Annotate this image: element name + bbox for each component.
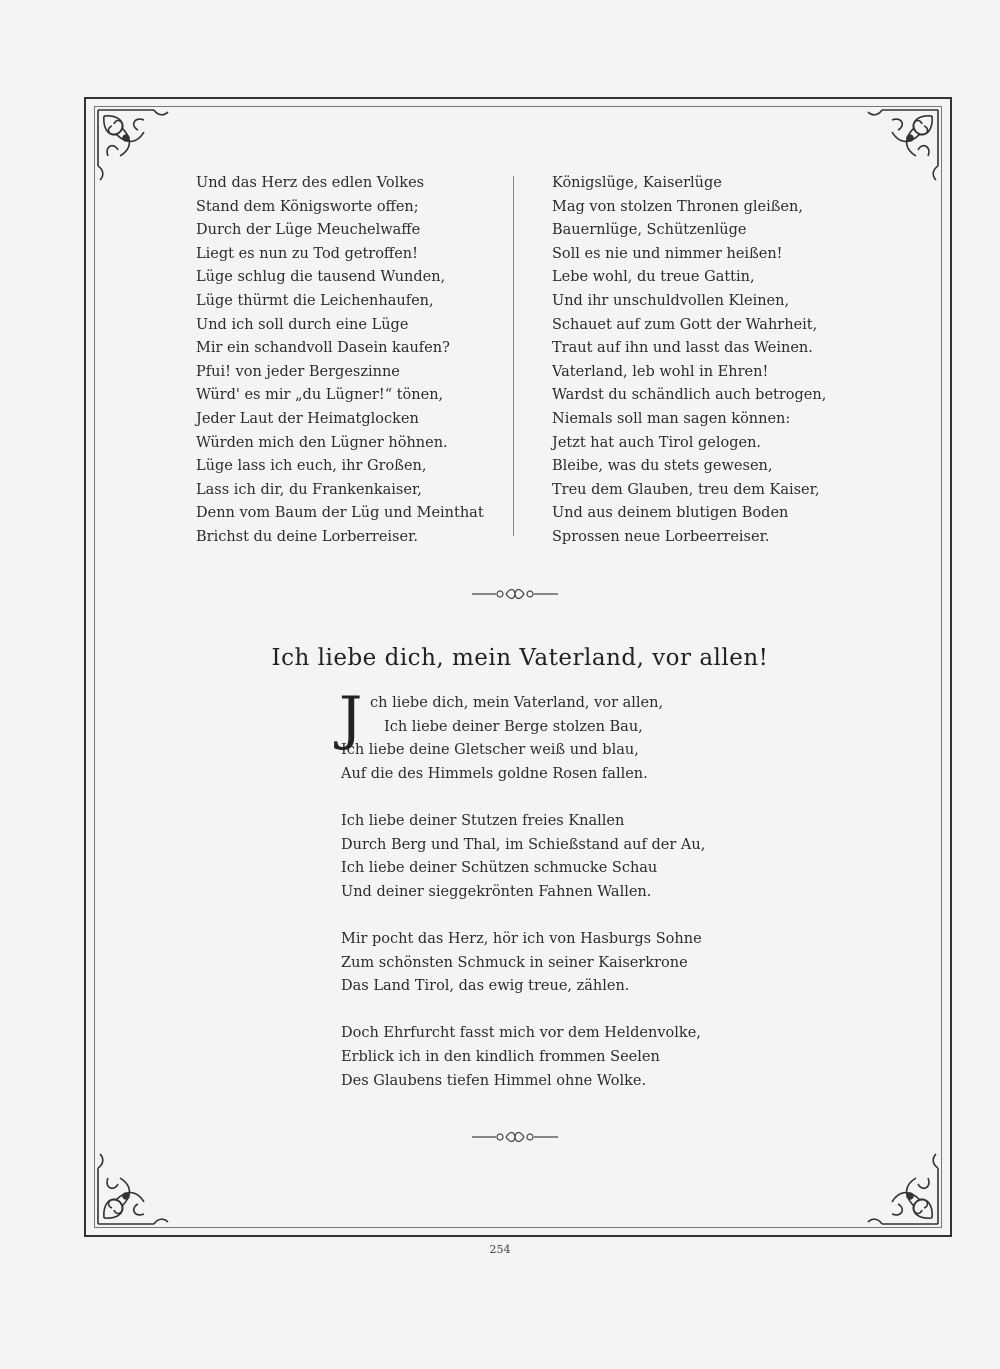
poem-title: Ich liebe dich, mein Vaterland, vor allen! <box>271 645 769 671</box>
verse-line: Mir pocht das Herz, hör ich von Hasburgs Sohne <box>341 930 702 947</box>
verse-line: Pfui! von jeder Bergeszinne <box>196 363 400 380</box>
verse-line: Mir ein schandvoll Dasein kaufen? <box>196 340 450 357</box>
verse-line: Des Glaubens tiefen Himmel ohne Wolke. <box>341 1072 647 1089</box>
verse-line: Jetzt hat auch Tirol gelogen. <box>552 434 762 451</box>
verse-line: Denn vom Baum der Lüg und Meinthat <box>196 505 484 522</box>
poem-column-right <box>552 172 852 550</box>
verse-line: Durch Berg und Thal, im Schießstand auf der Au, <box>341 836 706 853</box>
verse-line: Soll es nie und nimmer heißen! <box>552 245 783 262</box>
stanza <box>341 928 761 999</box>
stanza <box>341 1022 761 1093</box>
verse-line: Lüge thürmt die Leichenhaufen, <box>196 292 434 309</box>
verse-line: Und ich soll durch eine Lüge <box>196 316 409 333</box>
verse-line: ch liebe dich, mein Vaterland, vor allen, <box>370 695 664 711</box>
verse-line: Brichst du deine Lorberreiser. <box>196 528 419 545</box>
verse-line: Erblick ich in den kindlich frommen Seelen <box>341 1048 660 1065</box>
drop-cap: J <box>339 684 363 752</box>
verse-line: Und das Herz des edlen Volkes <box>196 175 425 191</box>
verse-line: Treu dem Glauben, treu dem Kaiser, <box>552 481 820 498</box>
verse-line: Traut auf ihn und lasst das Weinen. <box>552 340 813 357</box>
corner-ornament-icon <box>94 1138 184 1228</box>
verse-line: Sprossen neue Lorbeerreiser. <box>552 528 770 545</box>
verse-line: Bleibe, was du stets gewesen, <box>552 458 773 475</box>
verse-line: Das Land Tirol, das ewig treue, zählen. <box>341 978 630 995</box>
verse-line: Durch der Lüge Meuchelwaffe <box>196 222 421 239</box>
fleuron-divider-icon <box>470 586 560 602</box>
verse-line: Lebe wohl, du treue Gattin, <box>552 269 755 286</box>
verse-line: Mag von stolzen Thronen gleißen, <box>552 198 803 215</box>
column-divider <box>513 176 514 536</box>
verse-line: Bauernlüge, Schützenlüge <box>552 222 747 239</box>
verse-line: Würd' es mir „du Lügner!“ tönen, <box>196 387 444 404</box>
verse-line: Schauet auf zum Gott der Wahrheit, <box>552 316 818 333</box>
verse-line: Auf die des Himmels goldne Rosen fallen. <box>341 765 648 782</box>
verse-line: Königslüge, Kaiserlüge <box>552 175 722 191</box>
corner-ornament-icon <box>94 106 184 196</box>
corner-ornament-icon <box>852 106 942 196</box>
verse-line: Ich liebe deine Gletscher weiß und blau, <box>341 742 639 759</box>
verse-line: Stand dem Königsworte offen; <box>196 198 419 215</box>
verse-line: Und aus deinem blutigen Boden <box>552 505 789 522</box>
verse-line: Jeder Laut der Heimatglocken <box>196 410 419 427</box>
verse-line: Lüge schlug die tausend Wunden, <box>196 269 446 286</box>
verse-line: Lass ich dir, du Frankenkaiser, <box>196 481 422 498</box>
poem-column-left <box>196 172 496 550</box>
verse-line: Niemals soll man sagen können: <box>552 410 791 427</box>
verse-line: Ich liebe deiner Schützen schmucke Schau <box>341 860 658 877</box>
page-number: 254 <box>489 1243 511 1256</box>
poem-body <box>339 684 761 1117</box>
verse-line: Doch Ehrfurcht fasst mich vor dem Heldenvolke, <box>341 1025 701 1042</box>
verse-line: Würden mich den Lügner höhnen. <box>196 434 448 451</box>
verse-line: Ich liebe deiner Berge stolzen Bau, <box>384 718 643 735</box>
fleuron-divider-icon <box>470 1129 560 1145</box>
verse-line: Lüge lass ich euch, ihr Großen, <box>196 458 427 475</box>
verse-line: Ich liebe deiner Stutzen freies Knallen <box>341 812 625 829</box>
verse-line: Und ihr unschuldvollen Kleinen, <box>552 292 790 309</box>
verse-line: Vaterland, leb wohl in Ehren! <box>552 363 769 380</box>
stanza <box>339 684 761 786</box>
corner-ornament-icon <box>852 1138 942 1228</box>
verse-line: Und deiner sieggekrönten Fahnen Wallen. <box>341 883 652 900</box>
stanza <box>341 810 761 904</box>
verse-line: Wardst du schändlich auch betrogen, <box>552 387 827 404</box>
verse-line: Liegt es nun zu Tod getroffen! <box>196 245 418 262</box>
verse-line: Zum schönsten Schmuck in seiner Kaiserkrone <box>341 954 688 971</box>
